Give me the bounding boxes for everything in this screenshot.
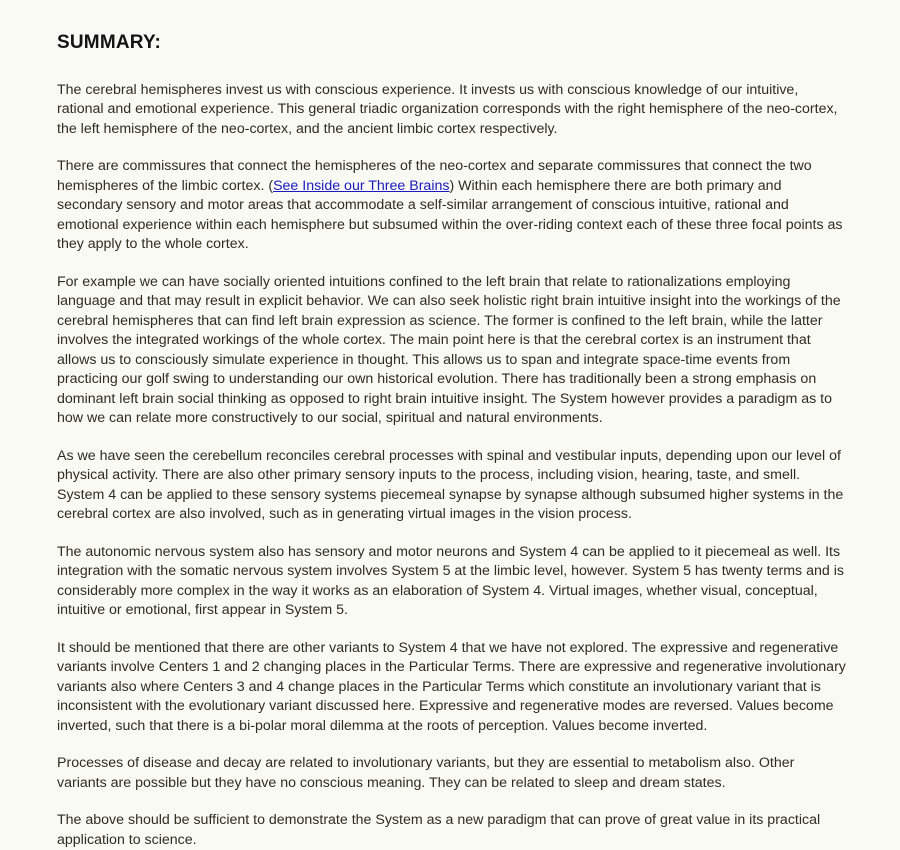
paragraph-commissures-text-before-link: There are commissures that connect the hemispheres of the neo-cortex and separate commissures that connect the two hemispheres of the limbic cortex. (	[57, 158, 812, 194]
page-title: SUMMARY:	[57, 32, 161, 53]
paragraph-system-four-variants: It should be mentioned that there are other variants to System 4 that we have not explored. The expressive and regenerative variants involve Centers 1 and 2 changing places in the Particular Terms. There are expressive and regenerative involutionary variants also where Centers 3 and 4 change places in the Particular Terms which constitute an involutionary variant that is inconsistent with the evolutionary variant discussed here. Expressive and regenerative modes are reversed. Values become inverted, such that there is a bi-polar moral dilemma at the roots of perception. Values become inverted.	[57, 639, 846, 734]
see-inside-our-three-brains-link[interactable]: See Inside our Three Brains	[273, 177, 450, 194]
paragraph-autonomic-nervous-system: The autonomic nervous system also has sensory and motor neurons and System 4 can be applied to it piecemeal as well. Its integration with the somatic nervous system involves System 5 at the limbic level, however. System 5 has twenty terms and is considerably more complex in the way it works as an elaboration of System 4. Virtual images, whether visual, conceptual, intuitive or emotional, first appear in System 5.	[57, 543, 844, 619]
paragraph-commissures	[57, 157, 847, 255]
paragraph-cerebellum: As we have seen the cerebellum reconciles cerebral processes with spinal and vestibular inputs, depending upon our level of physical activity. There are also other primary sensory inputs to the process, including vision, hearing, taste, and smell. System 4 can be applied to these sensory systems piecemeal synapse by synapse although subsumed higher systems in the cerebral cortex are also involved, such as in generating virtual images in the vision process.	[57, 447, 844, 523]
paragraph-disease-and-decay: Processes of disease and decay are related to involutionary variants, but they are essential to metabolism also. Other variants are possible but they have no conscious meaning. They can be related to sleep and dream states.	[57, 755, 795, 791]
paragraph-commissures-text-after-link: ) Within each hemisphere there are both primary and secondary sensory and motor areas that accommodate a self-similar arrangement of conscious intuitive, rational and emotional experience within each hemisphere but subsumed within the over-riding context each of these three focal points as they apply to the whole cortex.	[57, 177, 843, 253]
paragraph-socially-oriented-intuitions: For example we can have socially oriented intuitions confined to the left brain that relate to rationalizations employing language and that may result in explicit behavior. We can also seek holistic right brain intuitive insight into the workings of the cerebral hemispheres that can find left brain expression as science. The former is confined to the left brain, while the latter involves the integrated workings of the whole cortex. The main point here is that the cerebral cortex is an instrument that allows us to consciously simulate experience in thought. This allows us to span and integrate space-time events from practicing our golf swing to understanding our own historical evolution. There has traditionally been a strong emphasis on dominant left brain social thinking as opposed to right brain intuitive insight. The System however provides a paradigm as to how we can relate more constructively to our social, spiritual and natural environments.	[57, 273, 841, 427]
paragraph-cerebral-hemispheres: The cerebral hemispheres invest us with conscious experience. It invests us with conscious knowledge of our intuitive, rational and emotional experience. This general triadic organization corresponds with the right hemisphere of the neo-cortex, the left hemisphere of the neo-cortex, and the ancient limbic cortex respectively.	[57, 81, 838, 137]
paragraph-conclusion: The above should be sufficient to demonstrate the System as a new paradigm that can prove of great value in its practical application to science.	[57, 812, 821, 848]
